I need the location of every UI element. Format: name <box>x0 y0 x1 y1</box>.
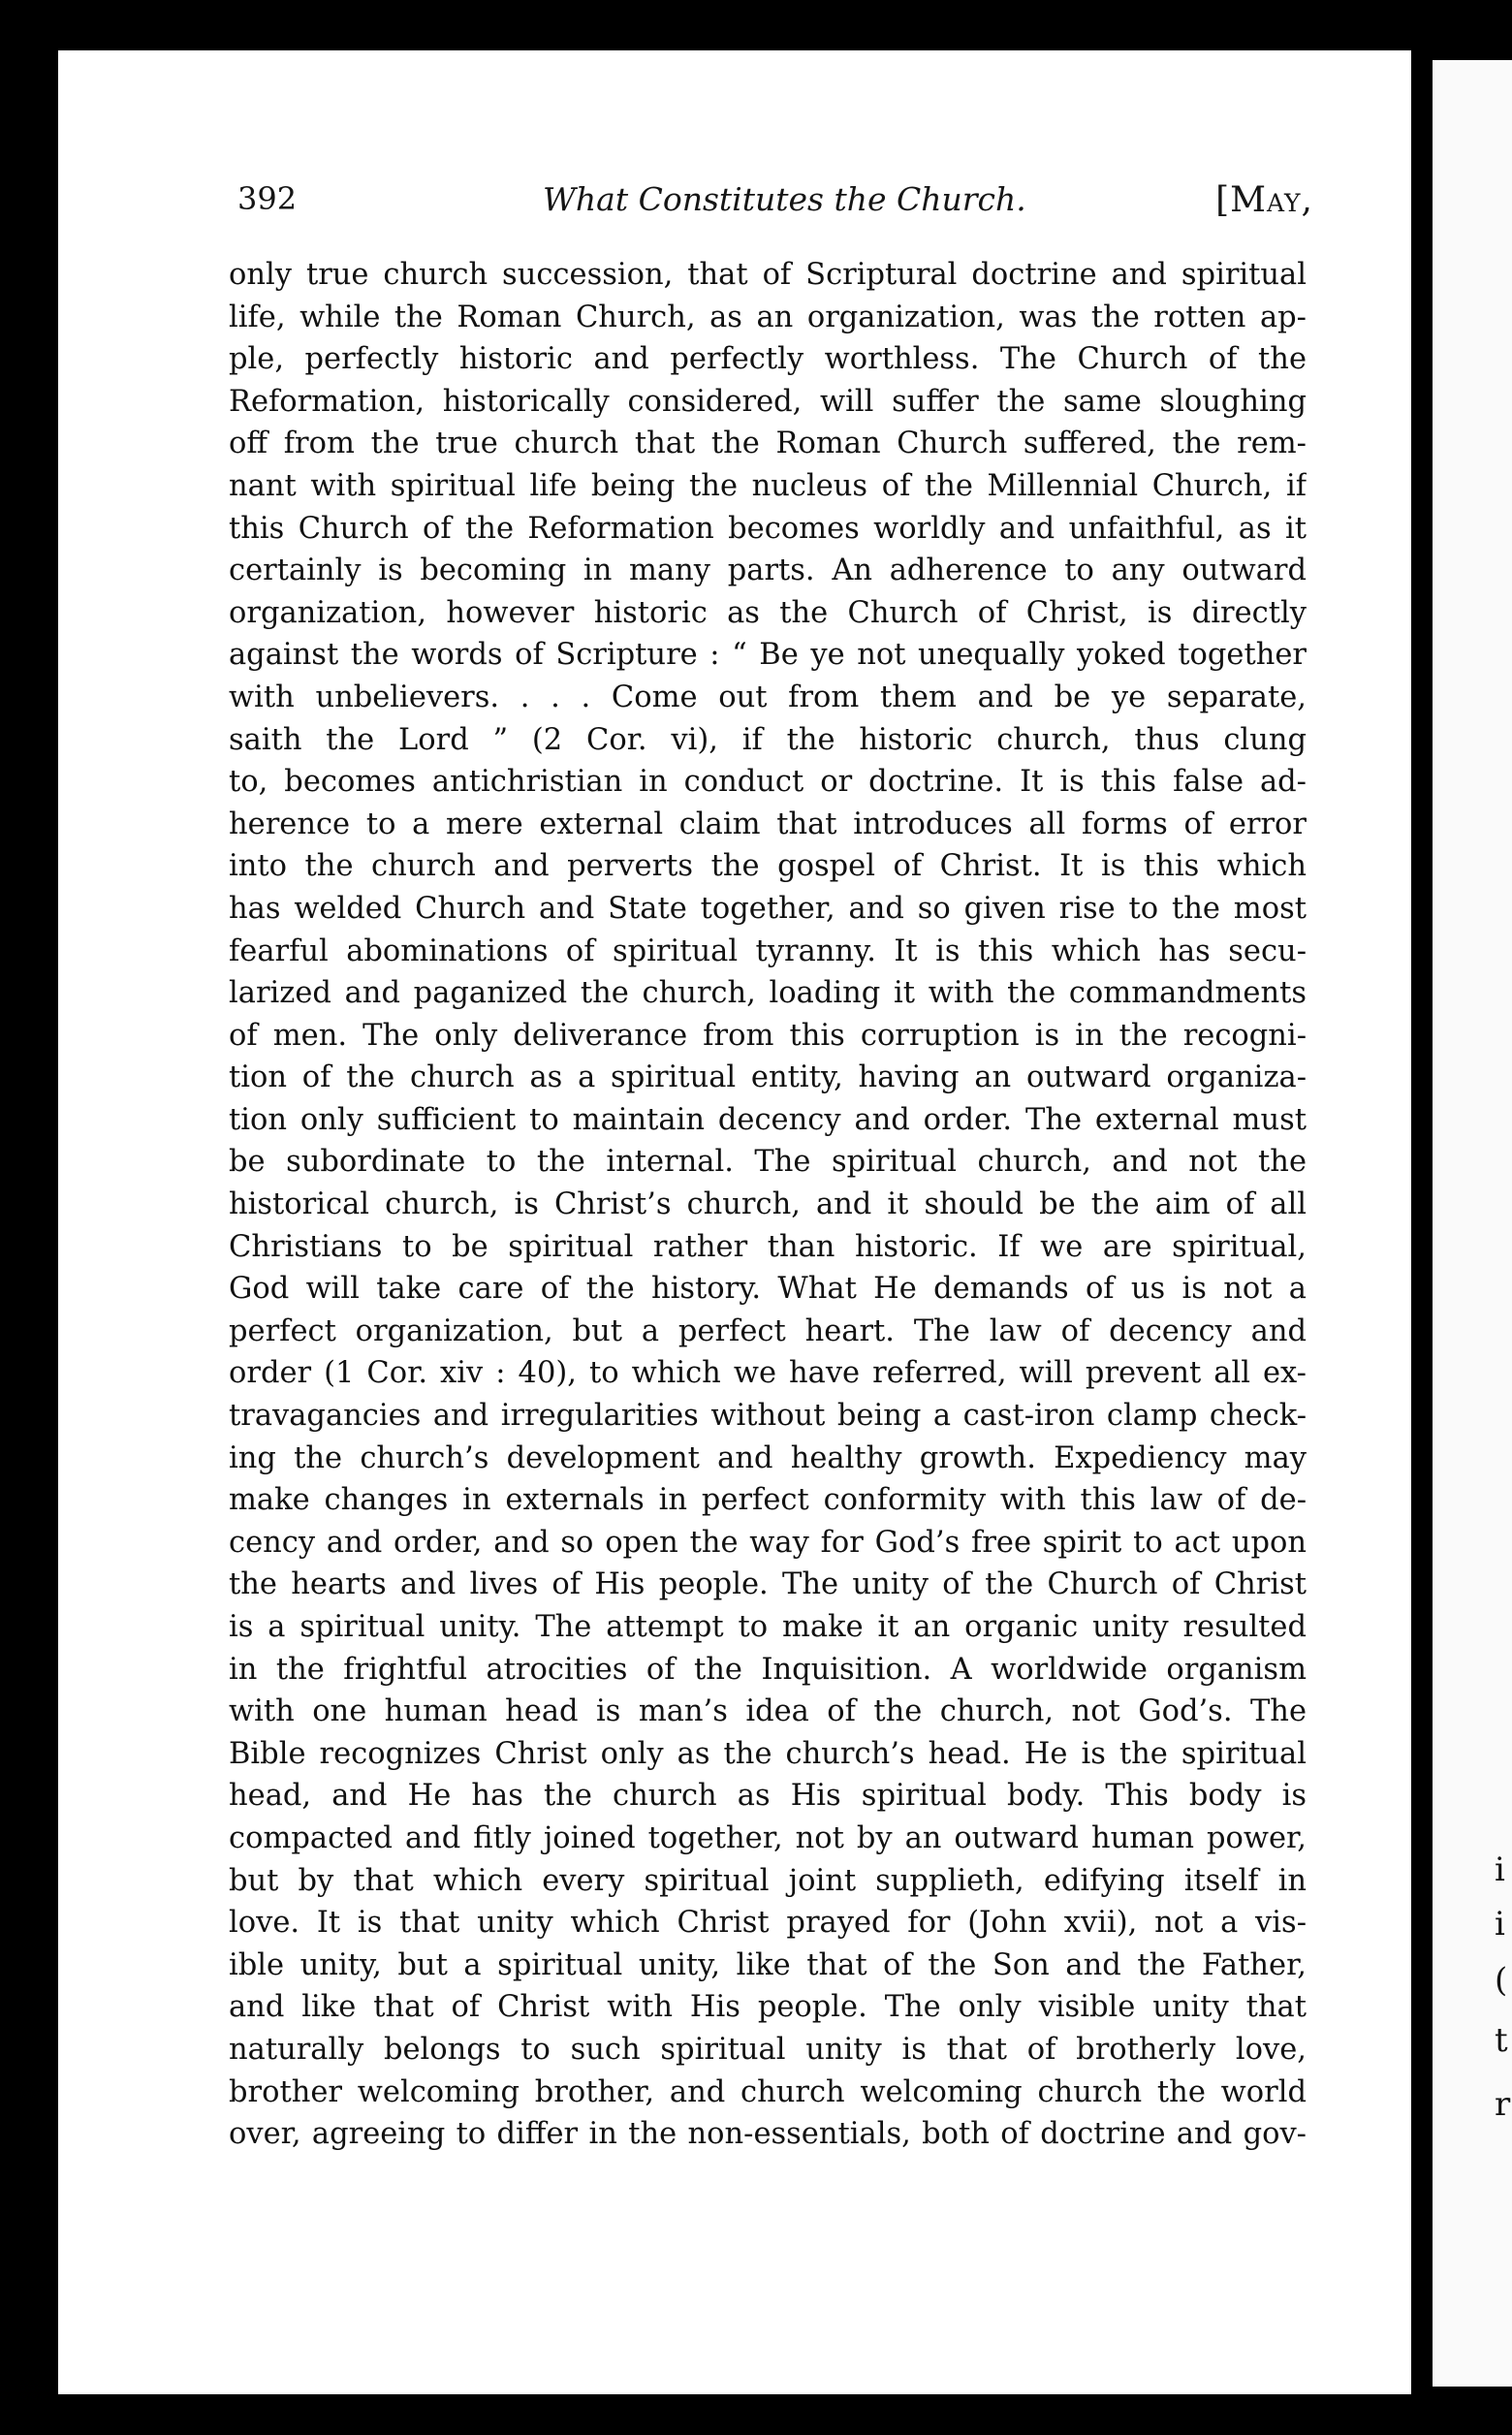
text-line: historical church, is Christ’s church, and it should be the aim of all <box>229 1187 1307 1222</box>
text-line: ple, perfectly historic and perfectly worthless. The Church of the <box>229 342 1307 377</box>
text-line: head, and He has the church as His spiritual body. This body is <box>229 1779 1307 1814</box>
text-line: fearful abominations of spiritual tyranny. It is this which has secu- <box>229 933 1307 968</box>
text-line: ing the church’s development and healthy growth. Expediency may <box>229 1440 1307 1475</box>
text-line: naturally belongs to such spiritual unity is that of brotherly love, <box>229 2032 1307 2067</box>
adjacent-page-glyph: ( <box>1495 1961 1508 2000</box>
text-line: and like that of Christ with His people. The only visible unity that <box>229 1990 1307 2025</box>
text-line: order (1 Cor. xiv : 40), to which we have referred, will prevent all ex- <box>229 1356 1307 1391</box>
text-line: only true church succession, that of Scriptural doctrine and spiritual <box>229 258 1307 292</box>
text-line: compacted and fitly joined together, not by an outward human power, <box>229 1820 1307 1855</box>
adjacent-page-glyph: t <box>1495 2021 1508 2060</box>
body-text <box>229 254 1307 2156</box>
text-line: make changes in externals in perfect conformity with this law of de- <box>229 1483 1307 1518</box>
running-header <box>237 180 1313 238</box>
text-line: organization, however historic as the Church of Christ, is directly <box>229 595 1307 630</box>
text-line: to, becomes antichristian in conduct or doctrine. It is this false ad- <box>229 765 1307 800</box>
text-line: Bible recognizes Christ only as the church’s head. He is the spiritual <box>229 1736 1307 1771</box>
text-line: into the church and perverts the gospel of Christ. It is this which <box>229 849 1307 884</box>
text-line: tion only sufficient to maintain decency and order. The external must <box>229 1102 1307 1137</box>
running-month: [May, <box>1215 180 1313 220</box>
text-line: travagancies and irregularities without being a cast-iron clamp check- <box>229 1399 1307 1434</box>
text-line: cency and order, and so open the way for God’s free spirit to act upon <box>229 1525 1307 1560</box>
text-line: is a spiritual unity. The attempt to make it an organic unity resulted <box>229 1610 1307 1644</box>
text-line: perfect organization, but a perfect heart. The law of decency and <box>229 1313 1307 1348</box>
text-line: larized and paganized the church, loading it with the commandments <box>229 976 1307 1011</box>
text-line: against the words of Scripture : “ Be ye not unequally yoked together <box>229 638 1307 673</box>
running-title: What Constitutes the Church. <box>543 180 1026 218</box>
text-line: in the frightful atrocities of the Inquisition. A worldwide organism <box>229 1652 1307 1687</box>
text-line: this Church of the Reformation becomes worldly and unfaithful, as it <box>229 511 1307 546</box>
text-line: of men. The only deliverance from this corruption is in the recogni- <box>229 1018 1307 1053</box>
text-line: Reformation, historically considered, will suffer the same sloughing <box>229 384 1307 419</box>
text-line: tion of the church as a spiritual entity, having an outward organiza- <box>229 1060 1307 1095</box>
text-line: but by that which every spiritual joint supplieth, edifying itself in <box>229 1863 1307 1898</box>
text-line: ible unity, but a spiritual unity, like that of the Son and the Father, <box>229 1947 1307 1982</box>
text-line: has welded Church and State together, and so given rise to the most <box>229 891 1307 926</box>
text-line: the hearts and lives of His people. The unity of the Church of Christ <box>229 1567 1307 1602</box>
text-line: nant with spiritual life being the nucleus of the Millennial Church, if <box>229 468 1307 503</box>
text-line: God will take care of the history. What He demands of us is not a <box>229 1272 1307 1307</box>
text-line: brother welcoming brother, and church welcoming church the world <box>229 2074 1307 2109</box>
adjacent-page-glyph: i <box>1495 1905 1505 1944</box>
adjacent-page-glyph: r <box>1495 2085 1511 2124</box>
text-line: love. It is that unity which Christ prayed for (John xvii), not a vis- <box>229 1906 1307 1941</box>
adjacent-page-glyph: i <box>1495 1850 1505 1889</box>
text-line: off from the true church that the Roman Church suffered, the rem- <box>229 427 1307 461</box>
text-line: with unbelievers. . . . Come out from them and be ye separate, <box>229 680 1307 714</box>
text-line: with one human head is man’s idea of the church, not God’s. The <box>229 1694 1307 1729</box>
text-line: be subordinate to the internal. The spiritual church, and not the <box>229 1145 1307 1180</box>
text-line: over, agreeing to differ in the non-essentials, both of doctrine and gov- <box>229 2117 1307 2152</box>
text-line: life, while the Roman Church, as an organization, was the rotten ap- <box>229 300 1307 334</box>
text-line: certainly is becoming in many parts. An adherence to any outward <box>229 553 1307 588</box>
page-number: 392 <box>237 180 298 217</box>
text-line: herence to a mere external claim that introduces all forms of error <box>229 806 1307 841</box>
text-line: Christians to be spiritual rather than historic. If we are spiritual, <box>229 1229 1307 1264</box>
text-line: saith the Lord ” (2 Cor. vi), if the historic church, thus clung <box>229 722 1307 757</box>
